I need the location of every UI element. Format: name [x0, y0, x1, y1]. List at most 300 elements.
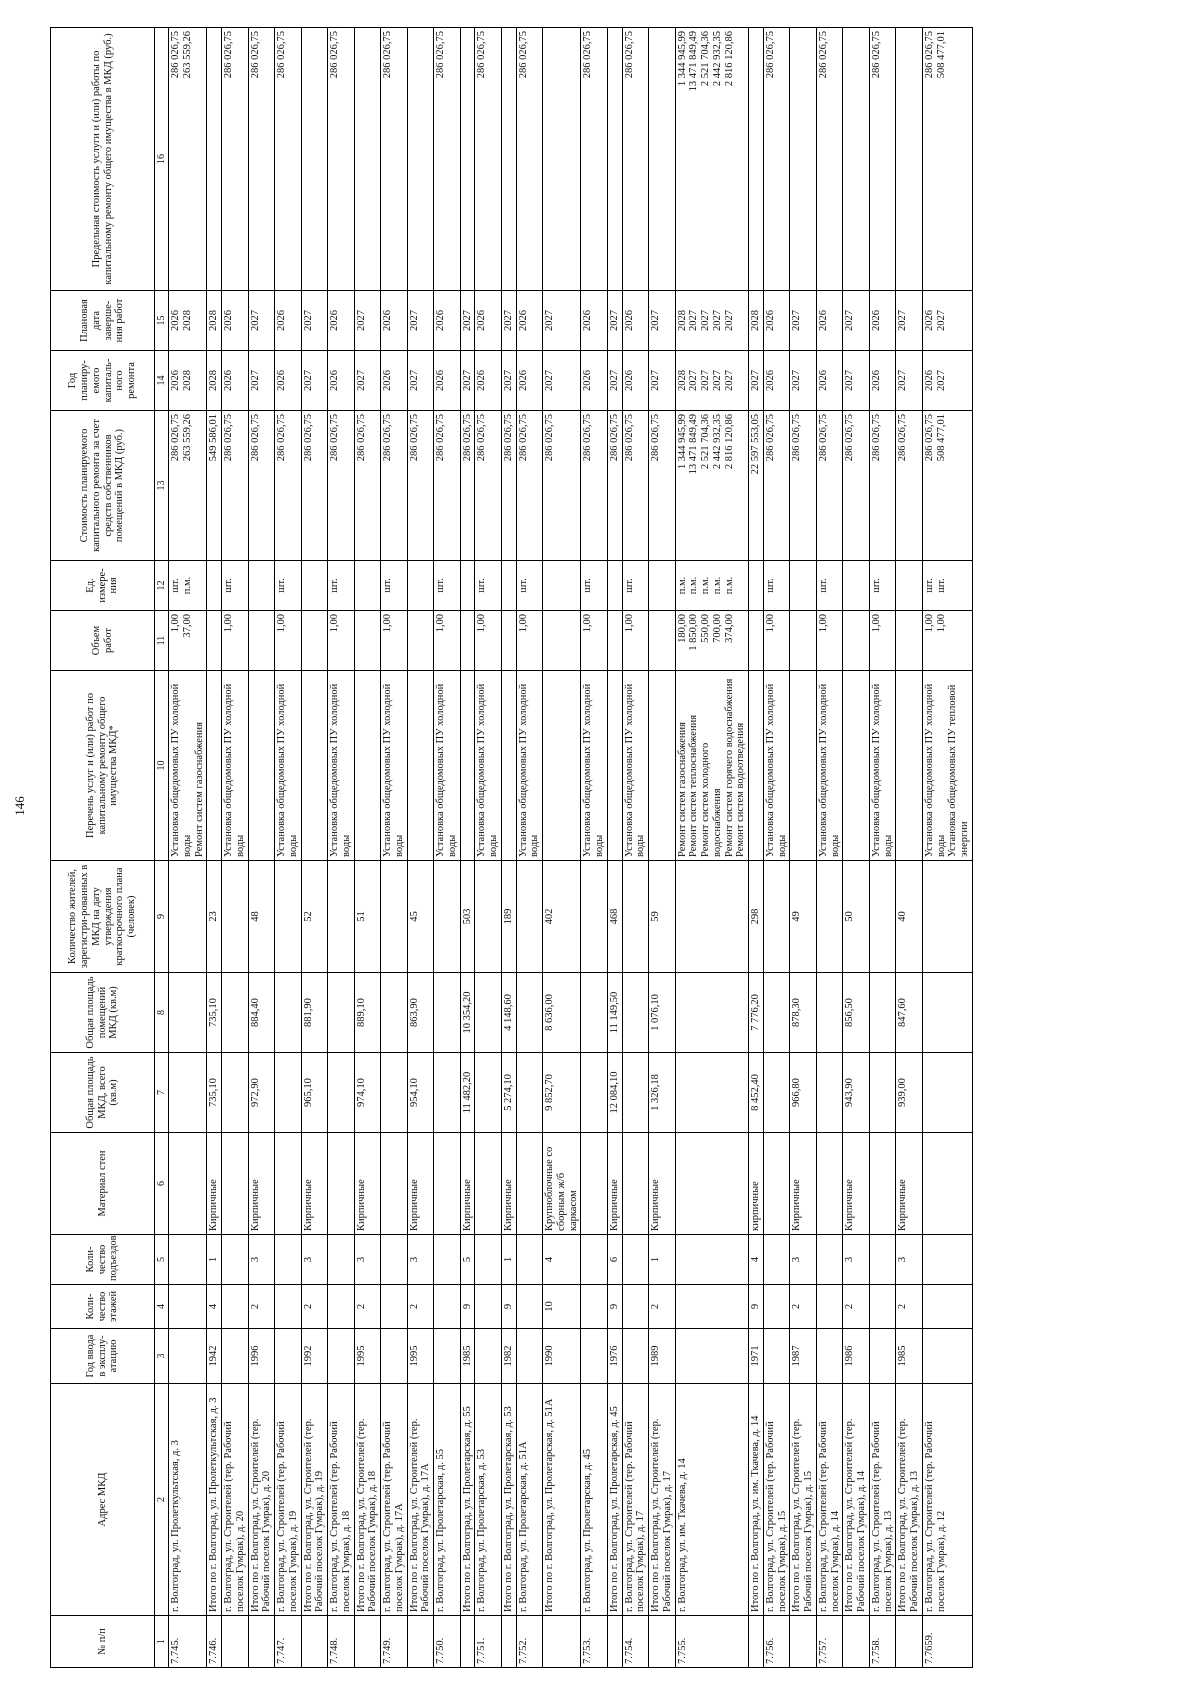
cell-end-year: [328, 291, 355, 351]
max-cost-line: 286 026,75: [623, 31, 635, 79]
works-line: Установка общедомовых ПУ холодной воды: [435, 683, 458, 857]
cell-area-rooms: 847,60: [896, 973, 923, 1053]
cell-no: 7.757.: [816, 1616, 843, 1668]
end-year-line: 2026: [435, 310, 447, 331]
cell-unit: [816, 561, 843, 611]
page-number: 146: [12, 796, 27, 816]
cost-line: 549 586,01: [208, 414, 220, 462]
max-cost-line: 286 026,75: [382, 31, 394, 79]
cell-address: Итого по г. Волгоград, ул. Строителей (тер. Рабочий поселок Гумрак), д. 15: [790, 1384, 817, 1616]
col-index: 13: [155, 411, 169, 561]
col-index: 7: [155, 1053, 169, 1133]
cell-volume: [790, 611, 817, 671]
cell-year: 1990: [543, 1329, 581, 1384]
cost-line: 2 442 932,35: [711, 414, 723, 470]
cost-line: 286 026,75: [897, 414, 909, 462]
cell-unit: [869, 561, 896, 611]
cell-area-total: 974,10: [354, 1053, 381, 1133]
cell-residents: 23: [207, 861, 222, 973]
volume-line: 1,00: [435, 614, 447, 633]
cost-line: 263 559,26: [181, 414, 193, 462]
cell-material: [816, 1133, 843, 1235]
col-index: 14: [155, 351, 169, 411]
volume-line: 1,00: [476, 614, 488, 633]
col-header: Плановая дата заверше-ния работ: [51, 291, 155, 351]
cell-cost: [501, 411, 516, 561]
volume-line: 1,00: [817, 614, 829, 633]
cell-area-total: 972,90: [248, 1053, 275, 1133]
cell-material: Кирпичные: [354, 1133, 381, 1235]
cell-plan-year: [843, 351, 870, 411]
cell-residents: 52: [301, 861, 328, 973]
cell-no: [460, 1616, 475, 1668]
table-row: [354, 28, 381, 1668]
cell-cost: [749, 411, 764, 561]
max-cost-line: 263 559,26: [181, 31, 193, 79]
cell-area-total: 8 452,40: [749, 1053, 764, 1133]
cell-material: [869, 1133, 896, 1235]
cell-area-rooms: [816, 973, 843, 1053]
volume-line: 1,00: [170, 614, 182, 633]
cell-residents: [169, 861, 207, 973]
cell-works: [749, 671, 764, 861]
cell-residents: 40: [896, 861, 923, 973]
cell-no: [649, 1616, 676, 1668]
end-year-line: 2027: [249, 310, 261, 331]
cell-volume: [354, 611, 381, 671]
cell-area-rooms: 735,10: [207, 973, 222, 1053]
cell-no: [543, 1616, 581, 1668]
plan-year-line: 2027: [461, 370, 473, 391]
plan-year-line: 2027: [355, 370, 367, 391]
cell-area-total: [169, 1053, 207, 1133]
table-row: [843, 28, 870, 1668]
cell-cost: [248, 411, 275, 561]
cell-floors: 2: [354, 1285, 381, 1329]
cell-max-cost: [222, 28, 249, 291]
cell-entrances: 4: [749, 1235, 764, 1285]
table-row: [207, 28, 222, 1668]
cell-end-year: [475, 291, 502, 351]
cell-works: [763, 671, 790, 861]
col-index: 15: [155, 291, 169, 351]
works-line: Ремонт систем водоотведения: [735, 722, 747, 857]
cell-plan-year: [381, 351, 408, 411]
table-row: [301, 28, 328, 1668]
cell-address: г. Волгоград, ул. Строителей (тер. Рабочий поселок Гумрак), д. 20: [222, 1384, 249, 1616]
unit-line: шт.: [223, 578, 235, 593]
cell-material: Кирпичные: [843, 1133, 870, 1235]
max-cost-line: 286 026,75: [329, 31, 341, 79]
col-header: Материал стен: [51, 1133, 155, 1235]
plan-year-line: 2028: [676, 370, 688, 391]
cell-end-year: [869, 291, 896, 351]
cell-address: Итого по г. Волгоград, ул. Строителей (тер. Рабочий поселок Гумрак), д. 20: [248, 1384, 275, 1616]
table-row: [248, 28, 275, 1668]
col-index: 10: [155, 671, 169, 861]
cell-entrances: 3: [301, 1235, 328, 1285]
plan-year-line: 2028: [208, 370, 220, 391]
cell-year: 1992: [301, 1329, 328, 1384]
cell-material: [922, 1133, 972, 1235]
cell-plan-year: [501, 351, 516, 411]
cell-entrances: [581, 1235, 608, 1285]
cell-address: г. Волгоград, ул. Строителей (тер. Рабочий поселок Гумрак), д. 18: [328, 1384, 355, 1616]
max-cost-line: 2 816 120,86: [723, 31, 735, 87]
table-row: [516, 28, 543, 1668]
cost-line: 286 026,75: [476, 414, 488, 462]
cell-unit: [790, 561, 817, 611]
cell-cost: [869, 411, 896, 561]
cell-cost: [581, 411, 608, 561]
cell-address: Итого по г. Волгоград, ул. Пролетарская, д. 55: [460, 1384, 475, 1616]
cell-residents: [581, 861, 608, 973]
table-row: [275, 28, 302, 1668]
cost-line: 286 026,75: [382, 414, 394, 462]
volume-line: 374,00: [723, 614, 735, 643]
end-year-line: 2027: [302, 310, 314, 331]
cell-end-year: [622, 291, 649, 351]
end-year-line: 2027: [650, 310, 662, 331]
cell-area-rooms: [328, 973, 355, 1053]
cell-residents: [381, 861, 408, 973]
cell-floors: [816, 1285, 843, 1329]
cell-floors: [622, 1285, 649, 1329]
cell-works: [434, 671, 461, 861]
cell-unit: [501, 561, 516, 611]
cell-volume: [460, 611, 475, 671]
cell-floors: 9: [607, 1285, 622, 1329]
cost-line: 286 026,75: [623, 414, 635, 462]
cell-entrances: [222, 1235, 249, 1285]
cell-max-cost: [407, 28, 434, 291]
col-header: Год планиру-емого капиталь-ного ремонта: [51, 351, 155, 411]
cost-line: 286 026,75: [435, 414, 447, 462]
cell-cost: [475, 411, 502, 561]
cell-max-cost: [749, 28, 764, 291]
cell-residents: 45: [407, 861, 434, 973]
works-line: Установка общедомовых ПУ холодной воды: [517, 683, 541, 857]
cell-year: [169, 1329, 207, 1384]
cell-plan-year: [460, 351, 475, 411]
cell-volume: [169, 611, 207, 671]
cell-cost: [896, 411, 923, 561]
cell-floors: [169, 1285, 207, 1329]
col-index: 3: [155, 1329, 169, 1384]
cell-volume: [516, 611, 543, 671]
cell-year: [922, 1329, 972, 1384]
cell-works: [460, 671, 475, 861]
cell-area-total: 735,10: [207, 1053, 222, 1133]
cell-volume: [622, 611, 649, 671]
cell-residents: 402: [543, 861, 581, 973]
cost-line: 22 597 553,05: [750, 414, 762, 475]
cell-address: г. Волгоград, ул. Пролетарская, д. 53: [475, 1384, 502, 1616]
cell-year: 1996: [248, 1329, 275, 1384]
cost-line: 1 344 945,99: [676, 414, 688, 470]
cell-volume: [222, 611, 249, 671]
cell-unit: [460, 561, 475, 611]
cell-material: Кирпичные: [649, 1133, 676, 1235]
works-line: Установка общедомовых ПУ холодной воды: [623, 683, 647, 857]
cell-works: [248, 671, 275, 861]
cell-address: г. Волгоград, ул. Пролеткультская, д. 3: [169, 1384, 207, 1616]
cell-end-year: [843, 291, 870, 351]
end-year-line: 2027: [502, 310, 514, 331]
cell-end-year: [607, 291, 622, 351]
col-index: 9: [155, 861, 169, 973]
cell-residents: 49: [790, 861, 817, 973]
cell-area-rooms: 889,10: [354, 973, 381, 1053]
cell-entrances: 3: [407, 1235, 434, 1285]
volume-line: 1,00: [276, 614, 288, 633]
cell-max-cost: [275, 28, 302, 291]
cell-works: [301, 671, 328, 861]
end-year-line: 2027: [700, 310, 712, 331]
cell-year: 1971: [749, 1329, 764, 1384]
cell-volume: [434, 611, 461, 671]
plan-year-line: 2027: [791, 370, 803, 391]
cell-address: г. Волгоград, ул. Пролетарская, д. 45: [581, 1384, 608, 1616]
plan-year-line: 2026: [817, 370, 829, 391]
volume-line: 1,00: [764, 614, 776, 633]
cell-end-year: [749, 291, 764, 351]
cell-entrances: 3: [843, 1235, 870, 1285]
cell-volume: [581, 611, 608, 671]
cell-area-rooms: 8 636,00: [543, 973, 581, 1053]
end-year-line: 2027: [935, 310, 947, 331]
cell-unit: [922, 561, 972, 611]
cell-plan-year: [749, 351, 764, 411]
cell-plan-year: [622, 351, 649, 411]
cell-unit: [169, 561, 207, 611]
cell-unit: [543, 561, 581, 611]
cell-plan-year: [407, 351, 434, 411]
cell-cost: [543, 411, 581, 561]
plan-year-line: 2027: [688, 370, 700, 391]
cell-area-rooms: 856,50: [843, 973, 870, 1053]
end-year-line: 2026: [582, 310, 594, 331]
cell-cost: [222, 411, 249, 561]
cell-max-cost: [169, 28, 207, 291]
cell-max-cost: [675, 28, 749, 291]
cell-entrances: 1: [207, 1235, 222, 1285]
volume-line: 1,00: [623, 614, 635, 633]
cell-max-cost: [543, 28, 581, 291]
cell-end-year: [407, 291, 434, 351]
volume-line: 1,00: [923, 614, 935, 633]
cell-cost: [275, 411, 302, 561]
table-row: [622, 28, 649, 1668]
cost-line: 286 026,75: [355, 414, 367, 462]
cell-residents: [816, 861, 843, 973]
cell-year: [434, 1329, 461, 1384]
cell-max-cost: [460, 28, 475, 291]
end-year-line: 2026: [817, 310, 829, 331]
cell-floors: 10: [543, 1285, 581, 1329]
plan-year-line: 2027: [249, 370, 261, 391]
cell-floors: [275, 1285, 302, 1329]
cell-area-rooms: [381, 973, 408, 1053]
cell-area-total: 965,10: [301, 1053, 328, 1133]
cell-floors: [516, 1285, 543, 1329]
cell-floors: 2: [843, 1285, 870, 1329]
cell-end-year: [649, 291, 676, 351]
cost-line: 286 026,75: [544, 414, 556, 462]
cell-area-total: [381, 1053, 408, 1133]
max-cost-line: 2 521 704,36: [700, 31, 712, 87]
cell-address: Итого по г. Волгоград, ул. Пролетарская, д. 51А: [543, 1384, 581, 1616]
end-year-line: 2027: [711, 310, 723, 331]
max-cost-line: 286 026,75: [170, 31, 182, 79]
cost-line: 286 026,75: [650, 414, 662, 462]
cell-area-rooms: [169, 973, 207, 1053]
plan-year-line: 2026: [870, 370, 882, 391]
table-row: [407, 28, 434, 1668]
cell-area-total: 939,00: [896, 1053, 923, 1133]
cell-end-year: [460, 291, 475, 351]
cell-volume: [749, 611, 764, 671]
table-row: [763, 28, 790, 1668]
cell-unit: [207, 561, 222, 611]
cell-year: [328, 1329, 355, 1384]
works-line: Ремонт систем газоснабжения: [676, 722, 688, 857]
cell-end-year: [207, 291, 222, 351]
table-row: [543, 28, 581, 1668]
end-year-line: 2026: [223, 310, 235, 331]
cell-end-year: [501, 291, 516, 351]
plan-year-line: 2027: [502, 370, 514, 391]
plan-year-line: 2026: [517, 370, 529, 391]
cell-max-cost: [649, 28, 676, 291]
cell-area-total: 954,10: [407, 1053, 434, 1133]
cell-max-cost: [790, 28, 817, 291]
cost-line: 286 026,75: [249, 414, 261, 462]
works-line: Установка общедомовых ПУ холодной воды: [870, 683, 894, 857]
cell-year: 1986: [843, 1329, 870, 1384]
end-year-line: 2026: [276, 310, 288, 331]
max-cost-line: 286 026,75: [476, 31, 488, 79]
cell-cost: [816, 411, 843, 561]
cell-area-total: 5 274,10: [501, 1053, 516, 1133]
table-row: [434, 28, 461, 1668]
cell-area-total: [516, 1053, 543, 1133]
works-line: Ремонт систем холодного водоснабжения: [700, 742, 723, 857]
volume-line: 1,00: [935, 614, 947, 633]
cell-floors: [222, 1285, 249, 1329]
cell-floors: 2: [301, 1285, 328, 1329]
cell-residents: 50: [843, 861, 870, 973]
cell-year: 1985: [896, 1329, 923, 1384]
cost-line: 286 026,75: [461, 414, 473, 462]
cell-unit: [516, 561, 543, 611]
cell-floors: [869, 1285, 896, 1329]
cell-plan-year: [434, 351, 461, 411]
cell-no: 7.755.: [675, 1616, 749, 1668]
cell-year: [622, 1329, 649, 1384]
cell-works: [381, 671, 408, 861]
cost-line: 286 026,75: [764, 414, 776, 462]
cell-area-total: [475, 1053, 502, 1133]
cell-material: Кирпичные: [407, 1133, 434, 1235]
cell-no: 7.750.: [434, 1616, 461, 1668]
end-year-line: 2028: [676, 310, 688, 331]
cell-no: [896, 1616, 923, 1668]
cell-address: Итого по г. Волгоград, ул. Пролеткультская, д. 3: [207, 1384, 222, 1616]
cost-line: 286 026,75: [170, 414, 182, 462]
cell-address: г. Волгоград, ул. Пролетарская, д. 55: [434, 1384, 461, 1616]
end-year-line: 2027: [791, 310, 803, 331]
cell-plan-year: [354, 351, 381, 411]
cell-address: Итого по г. Волгоград, ул. Строителей (тер. Рабочий поселок Гумрак), д. 13: [896, 1384, 923, 1616]
cell-residents: [222, 861, 249, 973]
cell-end-year: [248, 291, 275, 351]
cell-entrances: [169, 1235, 207, 1285]
cell-entrances: [434, 1235, 461, 1285]
cell-unit: [222, 561, 249, 611]
cell-works: [607, 671, 622, 861]
plan-year-line: 2026: [329, 370, 341, 391]
col-index: 5: [155, 1235, 169, 1285]
end-year-line: 2028: [181, 310, 193, 331]
plan-year-line: 2026: [223, 370, 235, 391]
end-year-line: 2026: [623, 310, 635, 331]
works-line: Установка общедомовых ПУ тепловой энергии: [947, 684, 971, 857]
cell-area-rooms: [475, 973, 502, 1053]
header-row: [51, 28, 155, 1668]
cell-works: [581, 671, 608, 861]
end-year-line: 2026: [923, 310, 935, 331]
volume-line: 1,00: [582, 614, 594, 633]
table-row: [816, 28, 843, 1668]
cell-plan-year: [207, 351, 222, 411]
cell-area-rooms: 4 148,60: [501, 973, 516, 1053]
cell-material: [381, 1133, 408, 1235]
cell-area-total: 966,80: [790, 1053, 817, 1133]
volume-line: 1,00: [382, 614, 394, 633]
cell-cost: [843, 411, 870, 561]
cell-address: Итого по г. Волгоград, ул. Пролетарская, д. 53: [501, 1384, 516, 1616]
cell-area-total: [675, 1053, 749, 1133]
end-year-line: 2026: [329, 310, 341, 331]
cell-unit: [763, 561, 790, 611]
cell-volume: [843, 611, 870, 671]
works-line: Установка общедомовых ПУ холодной воды: [329, 683, 352, 857]
cell-plan-year: [222, 351, 249, 411]
cell-cost: [922, 411, 972, 561]
cell-address: Итого по г. Волгоград, ул. Строителей (тер. Рабочий поселок Гумрак), д. 18: [354, 1384, 381, 1616]
cell-no: 7.747.: [275, 1616, 302, 1668]
max-cost-line: 286 026,75: [764, 31, 776, 79]
end-year-line: 2027: [355, 310, 367, 331]
works-line: Ремонт систем теплоснабжения: [688, 714, 700, 857]
cell-end-year: [581, 291, 608, 351]
cell-max-cost: [381, 28, 408, 291]
cell-unit: [896, 561, 923, 611]
cell-residents: 48: [248, 861, 275, 973]
plan-year-line: 2027: [700, 370, 712, 391]
cell-end-year: [790, 291, 817, 351]
plan-year-line: 2027: [608, 370, 620, 391]
table-row: [328, 28, 355, 1668]
cell-volume: [649, 611, 676, 671]
cell-entrances: [381, 1235, 408, 1285]
repair-plan-table: [50, 27, 973, 1668]
plan-year-line: 2026: [582, 370, 594, 391]
cell-floors: 2: [248, 1285, 275, 1329]
max-cost-line: 286 026,75: [923, 31, 935, 79]
plan-year-line: 2026: [764, 370, 776, 391]
